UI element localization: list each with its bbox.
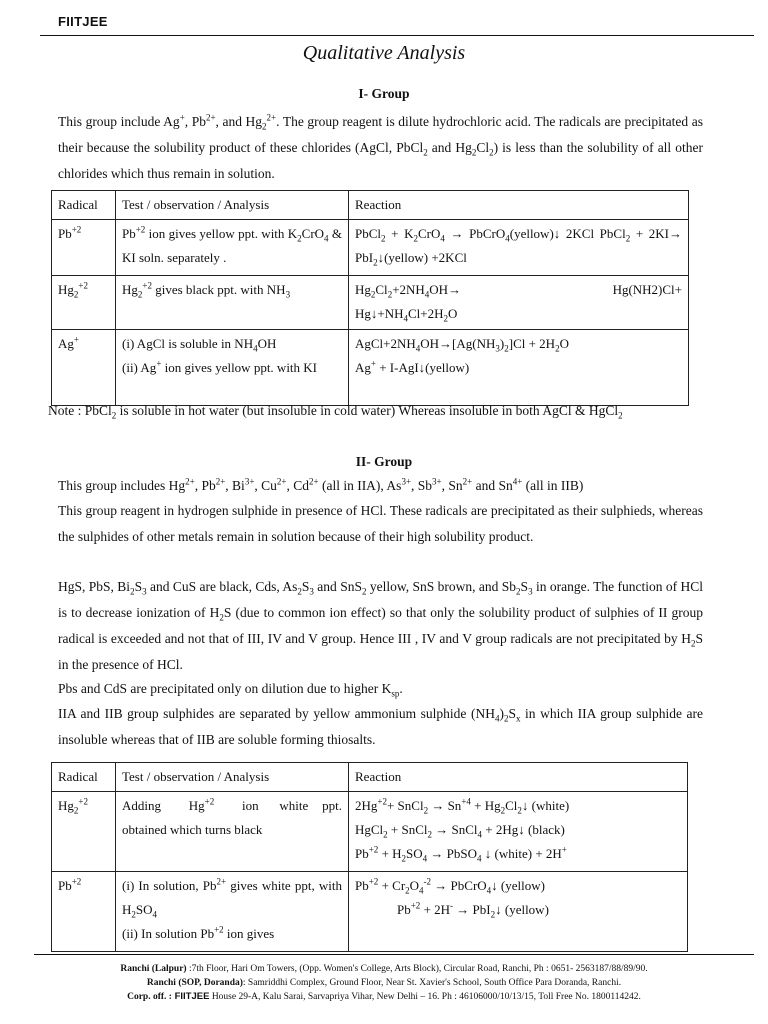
reaction-cell: PbCl$_2$ + $K_2CrO_4$ → PbCrO$_4$(yellow)↓ 2KCl PbCl$_2$ + 2KI→ PbI$_2$↓(yellow) +2KCl <box>349 220 689 276</box>
radical-cell: Ag+ <box>52 330 116 406</box>
radical-cell: $Pb^{+2}$ <box>52 872 116 952</box>
footer-line-1: Ranchi (Lalpur) :7th Floor, Hari Om Towers, (Opp. Women's College, Arts Block), Circular Road, Ranchi, Ph : 0651- 2563187/88/89/90. <box>120 964 648 974</box>
table-header-row <box>52 763 688 792</box>
footer-rule <box>34 954 754 955</box>
footer <box>0 962 768 1004</box>
group2-paragraph-5: IIA and IIB group sulphides are separated by yellow ammonium sulphide $(NH_4)_2S_x$ in which IIA group sulphide are insoluble whereas that of IIB are soluble forming thiosalts. <box>58 706 704 747</box>
table-row <box>52 872 688 952</box>
test-cell: (i) AgCl is soluble in $NH_4OH$ (ii) Ag+ ion gives yellow ppt. with KI <box>116 330 349 406</box>
group2-paragraph-4: Pbs and CdS are precipitated only on dilution due to higher $K_{sp}$. <box>58 681 403 699</box>
col-header-radical: Radical <box>52 763 116 792</box>
header-brand: FIITJEE <box>58 14 108 29</box>
header-rule <box>40 35 754 36</box>
table-row <box>52 792 688 872</box>
radical-cell: $Hg_2^{+2}$ <box>52 792 116 872</box>
group1-note: Note : PbCl$_2$ is soluble in hot water (but insoluble in cold water) Whereas insoluble in both AgCl & HgCl$_2$ <box>48 403 623 421</box>
group2-heading: II- Group <box>355 454 413 469</box>
group1-heading: I- Group <box>358 86 410 101</box>
table-row <box>52 220 689 276</box>
table-header-row <box>52 191 689 220</box>
group2-paragraph-2: This group reagent in hydrogen sulphide in presence of HCl. These radicals are precipitated as their sulphieds, whereas the sulphides of other metals remain in solution because of their high solubility product. <box>58 503 703 544</box>
table-row <box>52 330 689 406</box>
test-cell: $Hg_2^{+2}$ gives black ppt. with $NH_3$ <box>116 276 349 330</box>
group1-table <box>51 190 689 406</box>
col-header-radical: Radical <box>52 191 116 220</box>
reaction-cell: $AgCl+2NH_4OH\to[Ag(NH_3)_2]Cl + 2H_2O$ Ag+ + I-AgI↓(yellow) <box>349 330 689 406</box>
test-cell: (i) In solution, $Pb^{2+}$ gives white ppt, with $H_2SO_4$ (ii) In solution $Pb^{+2}$ ion gives <box>116 872 349 952</box>
col-header-reaction: Reaction <box>349 191 689 220</box>
group2-paragraph-3: HgS, PbS, $Bi_2S_3$ and CuS are black, Cds, $As_2S_3$ and SnS$_2$ yellow, SnS brown, and $Sb_2S_3$ in orange. The function of HCl is to decrease ionization of $H_2S$ (due to common ion effect) so that only the solubility product of sulphies of II group radical is exceeded and not that of III, IV and V group. Hence III , IV and V group radicals are not precipitated by $H_2S$ in the presence of HCl. <box>58 579 703 672</box>
table-row <box>52 276 689 330</box>
page-title: Qualitative Analysis <box>302 42 466 64</box>
reaction-cell: $Pb^{+2} + Cr_2O_4^{-2}$ → PbCrO$_4$↓ (yellow) $Pb^{+2} + 2H^-$ → PbI$_2$↓ (yellow) <box>349 872 688 952</box>
footer-line-3: Corp. off. : FIITJEE House 29-A, Kalu Sarai, Sarvapriya Vihar, New Delhi – 16. Ph : 46106000/10/13/15, Toll Free No. 1800114242. <box>127 991 641 1002</box>
radical-cell: $Pb^{+2}$ <box>52 220 116 276</box>
footer-line-2: Ranchi (SOP, Doranda): Samriddhi Complex, Ground Floor, Near St. Xavier's School, South Office Para Doranda, Ranchi. <box>146 978 622 988</box>
radical-cell: $Hg_2^{+2}$ <box>52 276 116 330</box>
group2-table <box>51 762 688 952</box>
test-cell: Adding $Hg^{+2}$ ion white ppt. obtained which turns black <box>116 792 349 872</box>
test-cell: $Pb^{+2}$ ion gives yellow ppt. with $K_2CrO_4$ & KI soln. separately . <box>116 220 349 276</box>
col-header-test: Test / observation / Analysis <box>116 763 349 792</box>
reaction-cell: $Hg_2Cl_2+2NH_4OH\to$ Hg(NH2)Cl+ $Hg↓+NH_4Cl+2H_2O$ <box>349 276 689 330</box>
group2-line1: This group includes $Hg^{2+}$, $Pb^{2+}$, $Bi^{3+}$, $Cu^{2+}$, $Cd^{2+}$ (all in IIA), $As^{3+}$, $Sb^{3+}$, $Sn^{2+}$ and $Sn^{4+}$ (all in IIB) <box>58 476 584 493</box>
group1-paragraph: This group include Ag+, $Pb^{2+}$, and $Hg_2^{2+}$. The group reagent is dilute hydrochloric acid. The radicals are precipitated as their because the solubility product of these chlorides (AgCl, PbCl$_2$ and $Hg_2Cl_2$) is less than the solubility of all other chlorides which thus remain in solution. <box>58 112 703 181</box>
col-header-reaction: Reaction <box>349 763 688 792</box>
col-header-test: Test / observation / Analysis <box>116 191 349 220</box>
reaction-cell: $2Hg^{+2}+$ SnCl$_2$ → $Sn^{+4}$ + $Hg_2Cl_2↓$ (white) HgCl$_2$ + SnCl$_2$ → SnCl$_4$ + 2Hg↓ (black) $Pb^{+2} + H_2SO_4$ → PbSO$_4$ ↓ (white) + 2H+ <box>349 792 688 872</box>
